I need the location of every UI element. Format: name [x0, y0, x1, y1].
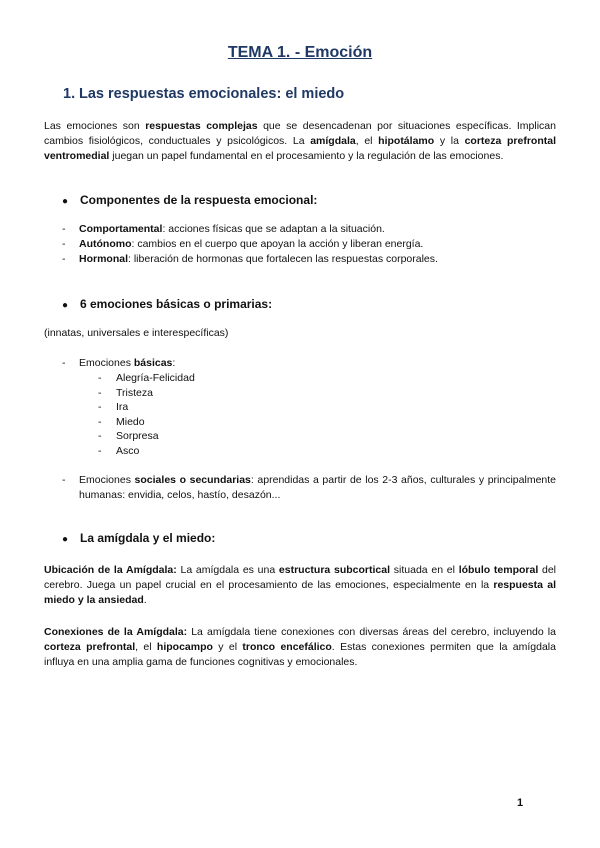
paragraph-text: y el — [212, 641, 243, 653]
item-text: Emociones — [79, 474, 135, 486]
emotion-sublist — [98, 371, 195, 458]
social-emotions — [62, 473, 556, 503]
sublist-item-label: Ira — [116, 401, 129, 413]
intro-paragraph — [44, 119, 556, 164]
paragraph-text: La amígdala tiene conexiones con diversas áreas del cerebro, incluyendo la — [187, 626, 556, 638]
dash-marker: - — [98, 386, 102, 399]
dash-marker: - — [98, 444, 102, 457]
bullet-icon: ● — [62, 534, 69, 545]
list-item — [62, 473, 556, 503]
list-item — [62, 237, 556, 252]
bullet-icon: ● — [62, 196, 69, 207]
sublist-item — [98, 400, 195, 415]
sublist-item — [98, 415, 195, 430]
item-text: : — [172, 357, 176, 369]
bullet-icon: ● — [62, 300, 69, 311]
paragraph-label: Ubicación de la Amígdala: — [44, 564, 177, 576]
paragraph-text: situada en el — [390, 564, 459, 576]
sublist-item-label: Alegría-Felicidad — [116, 372, 195, 384]
item-text: Emociones — [79, 357, 134, 369]
sublist-item — [98, 371, 195, 386]
section-heading — [63, 86, 344, 102]
dash-marker: - — [98, 401, 102, 413]
item-text: : liberación de hormonas que fortalecen las respuestas corporales. — [128, 253, 438, 265]
sublist-item-label: Tristeza — [116, 386, 153, 399]
amygdala-heading-text: La amígdala y el miedo: — [80, 531, 216, 545]
sublist-item-label: Miedo — [116, 415, 145, 428]
dash-marker: - — [62, 238, 66, 250]
page-title: TEMA 1. - Emoción — [227, 44, 373, 61]
dash-marker: - — [62, 223, 66, 235]
paragraph-bold: corteza prefrontal — [44, 641, 136, 653]
paragraph-bold: lóbulo temporal — [458, 564, 539, 576]
components-list — [62, 222, 556, 267]
list-item — [62, 222, 556, 237]
paragraph-bold: tronco encefálico — [242, 641, 332, 653]
paragraph-bold: respuesta al miedo y la ansiedad — [44, 579, 556, 606]
sublist-item — [98, 444, 195, 459]
paragraph-text: La amígdala es una — [176, 564, 279, 576]
basic-emotions-heading-text: 6 emociones básicas o primarias: — [80, 297, 273, 311]
intro-text: que se desencadenan por situaciones específicas. Implican cambios fisiológicos, conductuales y psicológicos. La — [44, 120, 556, 147]
intro-bold: respuestas complejas — [145, 120, 258, 132]
paragraph-bold: estructura subcortical — [278, 564, 391, 576]
dash-marker: - — [98, 372, 102, 384]
item-term: sociales o secundarias — [134, 474, 251, 486]
paragraph-text: . Estas conexiones permiten que la amígdala influya en una amplia gama de funciones cognitivas y emocionales. — [44, 641, 556, 668]
item-text: : aprendidas a partir de los 2-3 años, culturales y principalmente humanas: envidia, celos, hastío, desazón... — [79, 474, 557, 501]
item-text: : acciones físicas que se adaptan a la situación. — [162, 223, 385, 235]
amygdala-heading — [62, 531, 215, 545]
sublist-item-label: Sorpresa — [116, 430, 159, 442]
intro-text: juegan un papel fundamental en el procesamiento y la regulación de las emociones. — [109, 150, 504, 162]
basic-emotions-heading — [62, 297, 272, 311]
sublist-item — [98, 386, 195, 401]
dash-marker: - — [98, 415, 102, 428]
intro-bold: corteza prefrontal ventromedial — [44, 135, 556, 162]
sublist-item-label: Asco — [116, 444, 140, 457]
amygdala-connections-paragraph — [44, 625, 556, 670]
intro-text: Las emociones son — [44, 120, 146, 132]
paragraph-text: , el — [135, 641, 157, 653]
page-number: 1 — [517, 797, 524, 809]
intro-bold: amígdala — [310, 135, 356, 147]
dash-marker: - — [62, 474, 66, 486]
section-heading-text: Las respuestas emocionales: el miedo — [79, 86, 345, 102]
sublist-item — [98, 429, 195, 444]
item-term: básicas — [133, 357, 173, 369]
intro-text: y la — [434, 135, 465, 147]
intro-text: , el — [355, 135, 379, 147]
paragraph-bold: hipocampo — [156, 641, 213, 653]
dash-marker: - — [98, 430, 102, 442]
item-text: : cambios en el cuerpo que apoyan la acción y liberan energía. — [131, 238, 424, 250]
amygdala-location-paragraph — [44, 563, 556, 608]
section-number: 1. — [63, 86, 76, 102]
intro-bold: hipotálamo — [378, 135, 435, 147]
paragraph-text: del cerebro. Juega un papel crucial en el procesamiento de las emociones, especialmente en la — [44, 564, 557, 591]
dash-marker: - — [62, 253, 66, 265]
list-item — [62, 356, 556, 371]
components-heading-text: Componentes de la respuesta emocional: — [80, 193, 318, 207]
basic-emotions-note: (innatas, universales e interespecíficas) — [44, 327, 229, 339]
list-item — [62, 252, 556, 267]
dash-marker: - — [62, 357, 66, 369]
paragraph-text: . — [143, 594, 147, 606]
item-term: Comportamental — [79, 223, 163, 235]
item-term: Hormonal — [79, 253, 129, 265]
paragraph-label: Conexiones de la Amígdala: — [44, 626, 188, 638]
basic-emotions-label — [62, 356, 556, 371]
item-term: Autónomo — [79, 238, 132, 250]
components-heading — [62, 193, 317, 207]
